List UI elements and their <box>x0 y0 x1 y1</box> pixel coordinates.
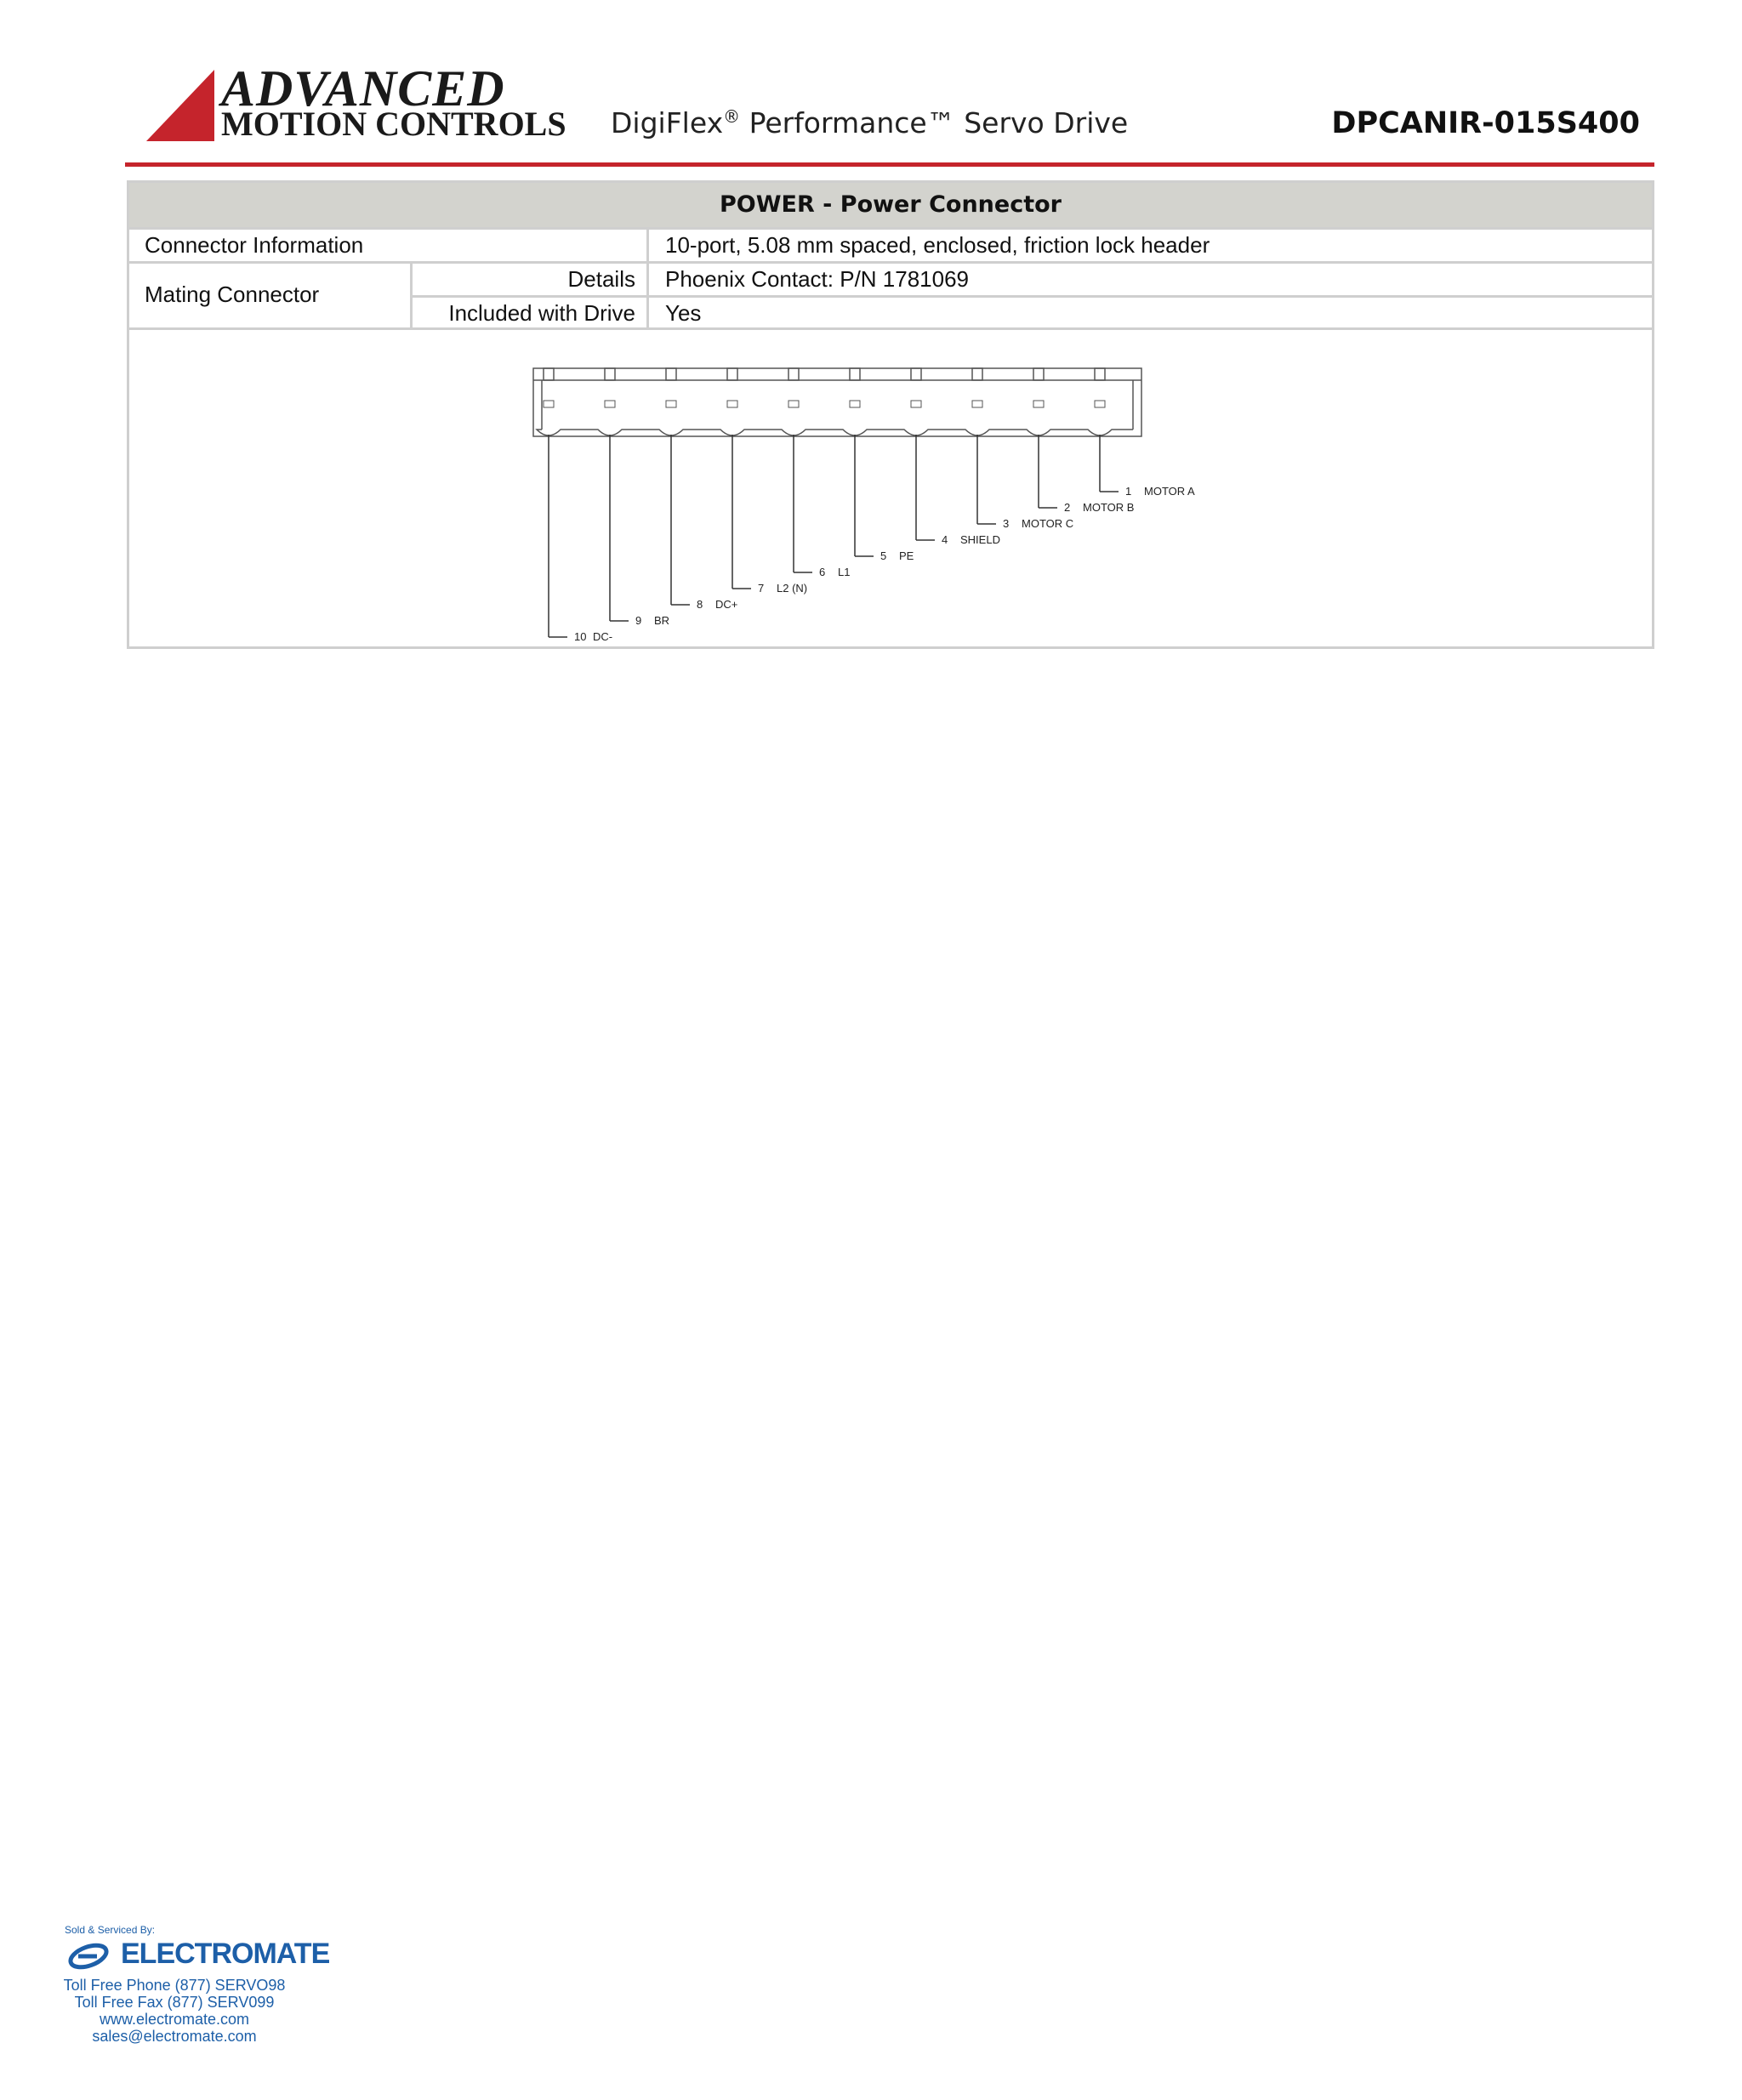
pin-name-4: SHIELD <box>960 533 1000 546</box>
connector-info-value: 10-port, 5.08 mm spaced, enclosed, friction lock header <box>665 232 1210 258</box>
pin-number-6: 6 <box>819 566 826 578</box>
housing-outline <box>533 368 1141 436</box>
column-divider <box>646 230 649 261</box>
pin-screw <box>850 401 860 407</box>
pin-latch <box>666 368 676 380</box>
pin-screw <box>605 401 615 407</box>
fax-text: Toll Free Fax (877) SERV099 <box>74 1994 275 2011</box>
table-title: POWER - Power Connector <box>129 183 1652 227</box>
mating-connector-label: Mating Connector <box>145 282 320 307</box>
electromate-logo-icon <box>66 1938 114 1972</box>
pin-name-2: MOTOR B <box>1083 501 1135 514</box>
pin-screw <box>727 401 737 407</box>
pin-number-9: 9 <box>635 614 642 627</box>
connector-diagram-row <box>129 327 1652 646</box>
pin-screw <box>544 401 554 407</box>
pin-number-7: 7 <box>758 582 765 595</box>
pin-latch <box>972 368 982 380</box>
product-prefix: DigiFlex <box>611 106 724 139</box>
pin-latch <box>727 368 737 380</box>
included-value: Yes <box>665 300 702 326</box>
pin-screw <box>972 401 982 407</box>
pin-screw <box>911 401 921 407</box>
header-divider <box>125 162 1654 167</box>
pin-latch <box>1095 368 1105 380</box>
pin-name-5: PE <box>899 549 914 562</box>
model-number: DPCANIR-015S400 <box>1331 106 1640 140</box>
connector-info-row <box>129 227 1652 261</box>
pin-screw <box>1095 401 1105 407</box>
company-logo <box>145 60 566 143</box>
mating-connector-row <box>129 261 1652 327</box>
pin-name-7: L2 (N) <box>777 582 808 595</box>
connector-pinout-diagram <box>129 330 1652 646</box>
pin-latch <box>850 368 860 380</box>
pin-name-10: DC- <box>593 630 613 643</box>
pin-latch <box>605 368 615 380</box>
phone-text: Toll Free Phone (877) SERVO98 <box>63 1977 286 1994</box>
pin-number-3: 3 <box>1003 517 1010 530</box>
pin-number-8: 8 <box>697 598 703 611</box>
pin-latch <box>544 368 554 380</box>
pin-number-4: 4 <box>942 533 948 546</box>
pin-number-2: 2 <box>1064 501 1071 514</box>
pin-name-3: MOTOR C <box>1022 517 1074 530</box>
pin-number-1: 1 <box>1125 485 1132 498</box>
website-link[interactable]: www.electromate.com <box>99 2011 250 2028</box>
pin-labels <box>574 485 1195 643</box>
logo-text-bottom: MOTION CONTROLS <box>221 105 566 143</box>
pin-latch <box>788 368 799 380</box>
pin-screw <box>666 401 676 407</box>
included-label: Included with Drive <box>448 300 635 326</box>
pin-leads <box>549 435 1119 637</box>
logo-triangle-icon <box>145 66 221 143</box>
registered-mark: ® <box>723 106 741 127</box>
pin-number-5: 5 <box>880 549 887 562</box>
logo-text-top: ADVANCED <box>221 60 505 117</box>
electromate-brand: ELECTROMATE <box>121 1938 330 1970</box>
sold-by-text: Sold & Serviced By: <box>65 1924 156 1936</box>
product-title <box>611 106 1128 139</box>
power-connector-table <box>127 180 1654 649</box>
pin-screw <box>788 401 799 407</box>
housing-scallop <box>537 430 1133 435</box>
connector-housing <box>533 368 1141 436</box>
email-link[interactable]: sales@electromate.com <box>92 2028 257 2045</box>
details-value: Phoenix Contact: P/N 1781069 <box>665 266 970 292</box>
pin-latch <box>1033 368 1044 380</box>
pin-name-1: MOTOR A <box>1144 485 1195 498</box>
details-label: Details <box>567 266 635 292</box>
pin-number-10: 10 <box>574 630 587 643</box>
pin-latch <box>911 368 921 380</box>
connector-info-label: Connector Information <box>145 232 364 258</box>
contact-lines <box>60 1977 289 2045</box>
product-suffix: Performance™ Servo Drive <box>740 106 1129 139</box>
pin-screw <box>1033 401 1044 407</box>
pin-name-6: L1 <box>838 566 851 578</box>
pin-name-9: BR <box>654 614 670 627</box>
pin-name-8: DC+ <box>715 598 738 611</box>
